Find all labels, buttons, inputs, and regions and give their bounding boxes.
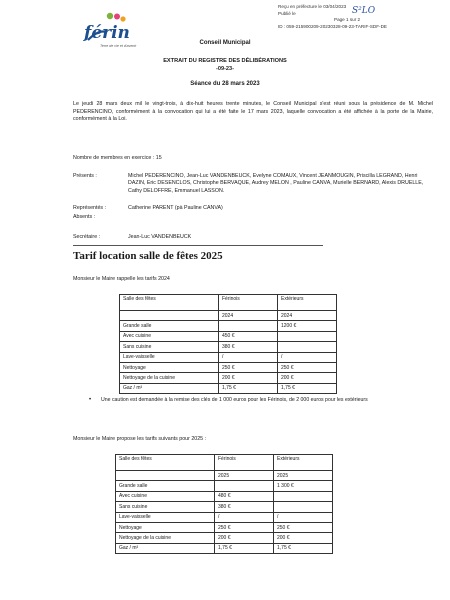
table-cell bbox=[116, 471, 215, 481]
members-row bbox=[73, 155, 162, 162]
intro-paragraph: Le jeudi 28 mars deux mil le vingt-trois, à dix-huit heures trente minutes, le Conseil Municipal s'est réuni sous la présidence de M. Michel PEDERENCINO, conformément à la convocation qui lui a été faite le 17 mars 2023, laquelle convocation a été affichée à la porte de la Mairie, conformément à la Loi. bbox=[73, 101, 433, 123]
table-cell bbox=[278, 342, 337, 352]
table-cell: Avec cuisine bbox=[116, 491, 215, 501]
table-cell: 1,75 € bbox=[215, 543, 274, 553]
table-cell: Avec cuisine bbox=[120, 331, 219, 341]
table-cell: Sans cuisine bbox=[116, 502, 215, 512]
table-header-row bbox=[120, 295, 337, 311]
table-cell: / bbox=[219, 352, 278, 362]
stamp-page: Page 1 sur 2 bbox=[334, 17, 361, 23]
table-row bbox=[116, 512, 333, 522]
table-cell: 380 € bbox=[219, 342, 278, 352]
table-header-cell bbox=[274, 455, 333, 471]
table-year-row bbox=[116, 471, 333, 481]
table-cell: 250 € bbox=[278, 362, 337, 372]
section-title: Tarif location salle de fêtes 2025 bbox=[73, 250, 223, 262]
table-row bbox=[116, 491, 333, 501]
extract-title bbox=[0, 57, 450, 73]
members-label: Nombre de membres en exercice : bbox=[73, 155, 155, 161]
table-cell bbox=[120, 311, 219, 321]
propose-2025-text: Monsieur le Maire propose les tarifs suivants pour 2025 : bbox=[73, 436, 207, 442]
header-label: Extérieurs bbox=[277, 456, 300, 462]
prefecture-stamp bbox=[278, 4, 446, 38]
table-cell bbox=[219, 321, 278, 331]
table-row bbox=[120, 331, 337, 341]
table-row bbox=[120, 362, 337, 372]
logo-tagline: Terre de vie et d'avenir bbox=[100, 44, 137, 48]
table-cell: Sans cuisine bbox=[120, 342, 219, 352]
table-cell: Gaz / m³ bbox=[120, 383, 219, 393]
table-row bbox=[120, 383, 337, 393]
table-header-cell bbox=[278, 295, 337, 311]
header-label: Extérieurs bbox=[281, 296, 304, 302]
secretary-label: Secrétaire : bbox=[73, 234, 101, 240]
table-cell: 480 € bbox=[215, 491, 274, 501]
caution-note: Une caution est demandée à la remise des clés de 1 000 euros pour les Férinois, de 2 000 euros pour les extérieurs bbox=[101, 397, 368, 403]
table-cell: Nettoyage de la cuisine bbox=[116, 533, 215, 543]
table-cell: 200 € bbox=[278, 373, 337, 383]
secretary-value: Jean-Luc VANDENBEUCK bbox=[128, 234, 192, 240]
table-cell: / bbox=[278, 352, 337, 362]
deliberation-number: -09-23- bbox=[215, 66, 235, 72]
table-cell: Grande salle bbox=[116, 481, 215, 491]
table-cell: 380 € bbox=[215, 502, 274, 512]
table-cell: Lave-vaisselle bbox=[120, 352, 219, 362]
table-cell: Nettoyage bbox=[120, 362, 219, 372]
table-header-cell bbox=[215, 455, 274, 471]
table-cell: 1200 € bbox=[278, 321, 337, 331]
table-cell: Grande salle bbox=[120, 321, 219, 331]
table-cell: 250 € bbox=[219, 362, 278, 372]
table-row bbox=[120, 352, 337, 362]
table-header-row bbox=[116, 455, 333, 471]
table-header-cell: Salle des fêtes bbox=[120, 295, 219, 311]
tarif-table-2025 bbox=[115, 454, 333, 554]
table-header-cell bbox=[219, 295, 278, 311]
stamp-line-received: Reçu en préfecture le 03/04/2023 bbox=[278, 4, 347, 9]
table-row bbox=[120, 373, 337, 383]
table-cell: 2024 bbox=[219, 311, 278, 321]
council-title: Conseil Municipal bbox=[199, 40, 251, 46]
table-cell bbox=[215, 481, 274, 491]
table-cell: 1,75 € bbox=[278, 383, 337, 393]
table-cell: 250 € bbox=[274, 522, 333, 532]
table-cell: Nettoyage bbox=[116, 522, 215, 532]
present-value: Michel PEDERENCINO, Jean-Luc VANDENBEUCK, Evelyne COMAUX, Vincent JEANMOUGIN, Priscilla LEGRAND, Henri DAZIN, Eric DESENCLOS, Christophe BERVAQUE, Audrey MELON , Pauline CANVA, Murielle BERNARD, Alexis DRUELLE, Cathy DELOFFRE, Emmanuel LASSON. bbox=[128, 173, 424, 194]
table-row bbox=[116, 522, 333, 532]
stamp-line-id: ID : 059-215900209-20230328-09-23-TARIF-SDF-DE bbox=[278, 23, 387, 29]
table-row bbox=[116, 533, 333, 543]
table-cell: 200 € bbox=[219, 373, 278, 383]
tarif-table-2024 bbox=[119, 294, 337, 394]
table-cell: 2024 bbox=[278, 311, 337, 321]
absent-label: Absents : bbox=[73, 214, 96, 220]
table-cell bbox=[274, 491, 333, 501]
table-cell: / bbox=[215, 512, 274, 522]
header-label: Férinois bbox=[222, 296, 240, 302]
represented-label: Représentés : bbox=[73, 205, 106, 211]
recall-2024-text: Monsieur le Maire rappelle les tarifs 2024 bbox=[73, 276, 170, 282]
table-row bbox=[120, 342, 337, 352]
represented-value: Catherine PARENT (pà Pauline CANVA) bbox=[128, 205, 223, 211]
table-cell bbox=[274, 502, 333, 512]
bullet-icon: • bbox=[89, 397, 92, 403]
table-cell: 450 € bbox=[219, 331, 278, 341]
members-value: 15 bbox=[155, 155, 162, 161]
stamp-line-published: Publié le bbox=[278, 10, 296, 16]
table-year-row bbox=[120, 311, 337, 321]
divider bbox=[73, 245, 323, 246]
header-label: Férinois bbox=[218, 456, 236, 462]
table-cell: 2025 bbox=[274, 471, 333, 481]
table-cell bbox=[278, 331, 337, 341]
session-date: Séance du 28 mars 2023 bbox=[190, 81, 260, 87]
table-row bbox=[116, 543, 333, 553]
table-cell: 1 300 € bbox=[274, 481, 333, 491]
table-cell: 2025 bbox=[215, 471, 274, 481]
table-cell: 1,75 € bbox=[219, 383, 278, 393]
table-header-cell: Salle des fêtes bbox=[116, 455, 215, 471]
table-row bbox=[116, 502, 333, 512]
logo-wordmark: férin bbox=[84, 23, 130, 43]
stamp-signature: S²LO bbox=[352, 6, 376, 16]
table-cell: Lave-vaisselle bbox=[116, 512, 215, 522]
table-cell: 250 € bbox=[215, 522, 274, 532]
table-cell: 200 € bbox=[215, 533, 274, 543]
table-cell: Nettoyage de la cuisine bbox=[120, 373, 219, 383]
table-cell: 1,75 € bbox=[274, 543, 333, 553]
table-cell: Gaz / m³ bbox=[116, 543, 215, 553]
table-cell: 200 € bbox=[274, 533, 333, 543]
table-row bbox=[120, 321, 337, 331]
table-cell: / bbox=[274, 512, 333, 522]
extract-heading: EXTRAIT DU REGISTRE DES DÉLIBÉRATIONS bbox=[163, 58, 287, 64]
table-row bbox=[116, 481, 333, 491]
present-label: Présents : bbox=[73, 173, 97, 179]
